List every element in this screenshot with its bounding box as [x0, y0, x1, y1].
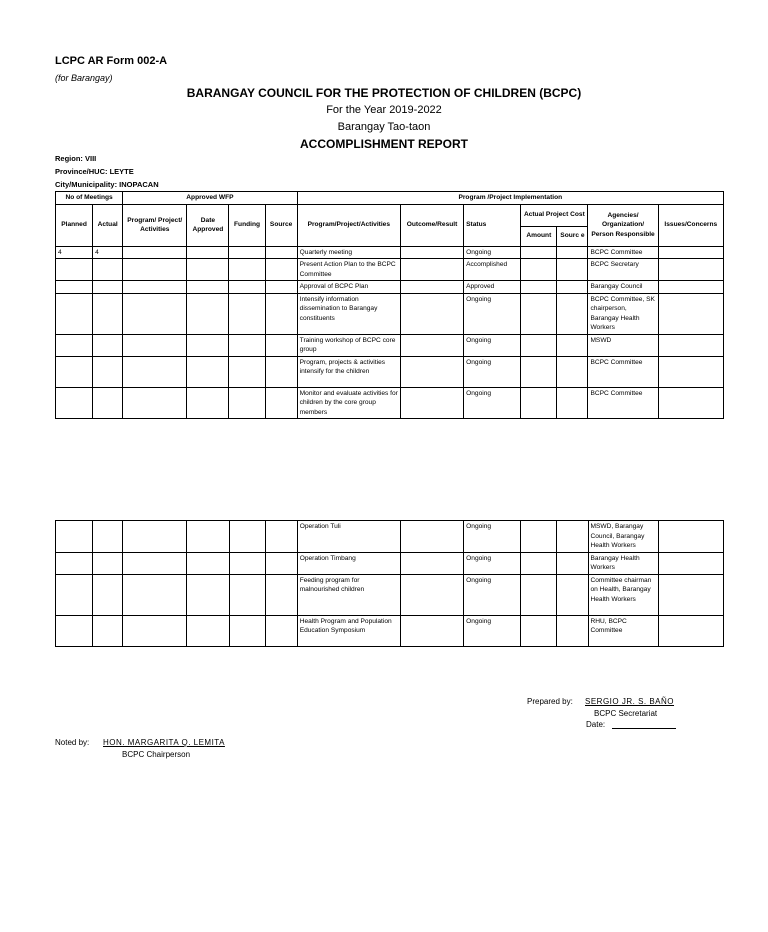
cell-status: Approved: [464, 281, 521, 294]
table-row: [56, 334, 724, 356]
cell-status: Ongoing: [464, 552, 521, 574]
cell-activity: Intensify information dissemination to Barangay constituents: [297, 293, 400, 334]
cell-status: Ongoing: [464, 574, 521, 615]
cell-status: Ongoing: [464, 615, 521, 646]
header-planned: Planned: [56, 204, 93, 246]
prepared-by-title: BCPC Secretariat: [594, 709, 658, 718]
year-line: For the Year 2019-2022: [326, 104, 442, 116]
header-actual: Actual: [93, 204, 123, 246]
cell-agency: BCPC Committee: [588, 356, 658, 387]
noted-by-name: HON. MARGARITA Q. LEMITA: [103, 738, 225, 747]
cell-agency: Committee chairman on Health, Barangay Health Workers: [588, 574, 658, 615]
table-row: [56, 387, 724, 419]
table-row: [56, 574, 724, 615]
cell-agency: RHU, BCPC Committee: [588, 615, 658, 646]
table-row: [56, 259, 724, 281]
table-row: [56, 521, 724, 553]
cell-status: Ongoing: [464, 293, 521, 334]
cell-activity: Training workshop of BCPC core group: [297, 334, 400, 356]
cell-status: Ongoing: [464, 334, 521, 356]
prepared-by-label: Prepared by:: [527, 697, 573, 706]
document-title: BARANGAY COUNCIL FOR THE PROTECTION OF CHILDREN (BCPC): [186, 86, 582, 100]
table-row: [56, 281, 724, 294]
cell-actual: 4: [93, 246, 123, 259]
header-ppa: Program/ Project/ Activities: [123, 204, 187, 246]
cell-planned: 4: [56, 246, 93, 259]
table-row: [56, 246, 724, 259]
noted-by-title: BCPC Chairperson: [122, 750, 191, 759]
form-code: LCPC AR Form 002-A: [55, 55, 168, 67]
header-status: Status: [464, 204, 521, 246]
cell-agency: Barangay Council: [588, 281, 658, 294]
cell-agency: MSWD, Barangay Council, Barangay Health Workers: [588, 521, 658, 553]
cell-activity: Operation Tuli: [297, 521, 400, 553]
header-cost-source: Sourc e: [557, 226, 588, 246]
header-no-meetings: No of Meetings: [56, 192, 123, 205]
table-row: [56, 552, 724, 574]
province-label: Province/HUC: LEYTE: [55, 167, 134, 176]
cell-activity: Operation Timbang: [297, 552, 400, 574]
cell-activity: Quarterly meeting: [297, 246, 400, 259]
table-row: [56, 293, 724, 334]
report-title: ACCOMPLISHMENT REPORT: [300, 137, 468, 151]
cell-activity: Feeding program for malnourished children: [297, 574, 400, 615]
region-label: Region: VIII: [55, 154, 97, 163]
cell-status: Ongoing: [464, 521, 521, 553]
header-approved-wfp: Approved WFP: [123, 192, 297, 205]
date-label: Date:: [586, 720, 606, 729]
cell-activity: Program, projects & activities intensify for the children: [297, 356, 400, 387]
barangay-line: Barangay Tao-taon: [337, 121, 431, 133]
table-row: [56, 615, 724, 646]
date-signature-line: [612, 728, 676, 729]
prepared-by-name: SERGIO JR. S. BAÑO: [585, 697, 675, 706]
cell-activity: Health Program and Population Education Symposium: [297, 615, 400, 646]
cell-status: Ongoing: [464, 387, 521, 419]
report-table-top: [55, 191, 724, 419]
header-issues: Issues/Concerns: [658, 204, 723, 246]
header-actual-cost: Actual Project Cost: [521, 204, 588, 226]
form-subtitle: (for Barangay): [55, 73, 113, 83]
header-amount: Amount: [521, 226, 557, 246]
header-agencies: Agencies/ Organization/ Person Responsible: [588, 204, 658, 246]
header-funding: Funding: [229, 204, 265, 246]
header-date-approved: Date Approved: [187, 204, 229, 246]
header-implementation: Program /Project Implementation: [297, 192, 723, 205]
cell-agency: Barangay Health Workers: [588, 552, 658, 574]
cell-agency: BCPC Committee: [588, 246, 658, 259]
header-outcome: Outcome/Result: [400, 204, 463, 246]
cell-activity: Present Action Plan to the BCPC Committee: [297, 259, 400, 281]
report-table-bottom: [55, 520, 724, 647]
cell-activity: Monitor and evaluate activities for children by the core group members: [297, 387, 400, 419]
cell-status: Ongoing: [464, 356, 521, 387]
cell-agency: BCPC Committee, SK chairperson, Barangay Health Workers: [588, 293, 658, 334]
cell-agency: BCPC Secretary: [588, 259, 658, 281]
cell-status: Ongoing: [464, 246, 521, 259]
header-source: Source: [265, 204, 297, 246]
table-row: [56, 356, 724, 387]
header-program-project-activities: Program/Project/Activities: [297, 204, 400, 246]
cell-agency: BCPC Committee: [588, 387, 658, 419]
noted-by-label: Noted by:: [55, 738, 90, 747]
cell-status: Accomplished: [464, 259, 521, 281]
city-label: City/Municipality: INOPACAN: [55, 180, 159, 189]
cell-agency: MSWD: [588, 334, 658, 356]
cell-activity: Approval of BCPC Plan: [297, 281, 400, 294]
